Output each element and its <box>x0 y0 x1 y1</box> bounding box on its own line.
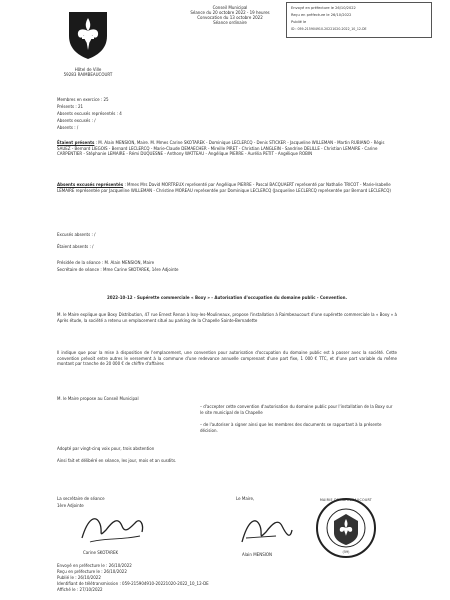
town-seal-icon <box>315 497 377 559</box>
represented-label: Absents excusés représentés <box>57 182 124 187</box>
footer-line-2: Reçu en préfecture le : 26/10/2022 <box>57 569 127 574</box>
mayor-title: Le Maire, <box>236 496 255 501</box>
present-members <box>57 140 397 157</box>
proposal-bullet-1: – d'accepter cette convention d'autorisation du domaine public pour l'installation de la Boxy sur le site municipal de la Chapelle <box>200 404 393 415</box>
footer-line-5: Affiché le : 27/10/2022 <box>57 587 103 592</box>
secretary-name: Carine SKOTAREK <box>83 550 119 555</box>
deliberation-para-1: M. le Maire explique que Boxy Distribution, 47 rue Ernest Renan à Issy-les-Moulineaux, propose l'installation à Raimbeaucourt d'une supérette commerciale la « Boxy » à Après étude, la société a retenu un emplacement situé au parking de la Chapelle Sainte-Bernadette <box>57 312 397 323</box>
header-line-1: Conseil Municipal <box>212 5 248 10</box>
mayor-signature-icon <box>236 512 296 552</box>
stamp-line-1: Envoyé en préfecture le 26/10/2022 <box>291 6 356 10</box>
deliberation-title: 2022-10-12 - Supérette commerciale « Boxy » - Autorisation d'occupation du domaine public - Convention. <box>106 295 348 300</box>
stamp-line-3: Publié le <box>291 20 307 24</box>
footer-line-4: Identifiant de télétransmission : 059-215904910-20221020-2022_10_12-DE <box>57 581 209 586</box>
closing-line: Ainsi fait et délibéré en séance, les jour, mois et an susdits. <box>57 458 177 463</box>
absent-line: Étaient absents : / <box>57 244 94 249</box>
mayor-name: Alain MENSION <box>242 552 273 557</box>
secretary-role: 1ère Adjointe <box>57 503 84 508</box>
header-line-2: Séance du 20 octobre 2022 - 19 heures <box>190 10 270 15</box>
postal-label: 59283 RAIMBEAUCOURT <box>63 72 113 77</box>
footer-line-3: Publié le : 26/10/2022 <box>57 575 101 580</box>
proposal-bullet-2: – de l'autoriser à signer ainsi que les membres des documents se rapportant à la présente décision. <box>200 422 382 433</box>
members-count: Membres en exercice : 25 <box>57 97 109 102</box>
header-line-3: Convocation du 13 octobre 2022 <box>197 15 263 20</box>
header-line-4: Séance ordinaire <box>213 20 247 25</box>
prefecture-stamp <box>286 2 432 38</box>
bullet-dash-icon: – <box>200 422 204 427</box>
secretary-title: La secrétaire de séance <box>57 496 105 501</box>
deliberation-para-2: Il indique que pour la mise à disposition de l'emplacement, une convention pour autorisation d'occupation du domaine public est à passer avec la société. Cette convention prévoit entre autres le versement à la commune d'une redevance annuelle comprenant d'une part fixe, 1 000 € TTC, et d'une part variable du même montant par tranche de 20 000 € de chiffre d'affaires <box>57 350 397 367</box>
absent-count: Absents : / <box>57 125 79 130</box>
secretary-line: Secrétaire de séance : Mme Carine SKOTAREK, 1ère Adjointe <box>57 267 179 272</box>
town-hall-label: Hôtel de Ville <box>74 67 102 72</box>
seal-dept: (59) <box>342 550 350 554</box>
adopted-line: Adopté par vingt-cinq voix pour, trois abstention <box>57 446 155 451</box>
secretary-signature-icon <box>78 508 148 552</box>
excused-count: Absents excusés : / <box>57 118 96 123</box>
seal-text: MAIRIE DE RAIMBEAUCOURT <box>319 498 373 502</box>
represented-list: : Mmes Mrs David MORTREUX représenté par Angélique PIERRE - Pascal BACQUAERT représenté par Nathalie TRICOT - Marie-Isabelle LEMAIRE représentée par Jacqueline WILLEMAN - Christine MOREAU représentée par Dominique LECLERCQ (Jacqueline LECLERCQ représentée par Bernard LECLERCQ) <box>57 182 391 193</box>
stamp-line-2: Reçu en préfecture le 26/10/2022 <box>291 13 352 17</box>
proposal-intro: M. le Maire propose au Conseil Municipal <box>57 396 139 401</box>
town-crest-icon <box>66 10 110 60</box>
present-list: : M. Alain MENSION, Maire. M. Mmes Carine SKOTAREK - Dominique LECLERCQ - Denis STICKER - Jacqueline WILLEMAN - Martin RUBIANO - Régis SAUEZ - Bernard LIEGOIS - Bernard LECLERCQ - Marie-Claude DEMAECHER - Mireille PIRET - Christian LANGLEIN - Sandrine DELILLE - Christian LEMAIRE - Carine CARPENTIER - Stéphanie LEMAIRE - Rémi DUQUESNE - Anthony WATTEAU - Angélique PIERRE - Aurélia PETIT - Angélique ROBIN <box>57 140 385 157</box>
represented-count: Absents excusés représentés : 4 <box>57 111 122 116</box>
excused-line: Excusés absents : / <box>57 232 96 237</box>
president-line: Présidée de la séance : M. Alain MENSION, Maire <box>57 260 155 265</box>
present-label: Étaient présents <box>57 140 95 145</box>
stamp-line-4: ID : 059-215904910-20221020-2022_10_12-DE <box>291 27 367 31</box>
bullet-dash-icon: – <box>200 404 204 409</box>
footer-line-1: Envoyé en préfecture le : 26/10/2022 <box>57 563 132 568</box>
present-count: Présents : 21 <box>57 104 84 109</box>
represented-members <box>57 182 397 193</box>
